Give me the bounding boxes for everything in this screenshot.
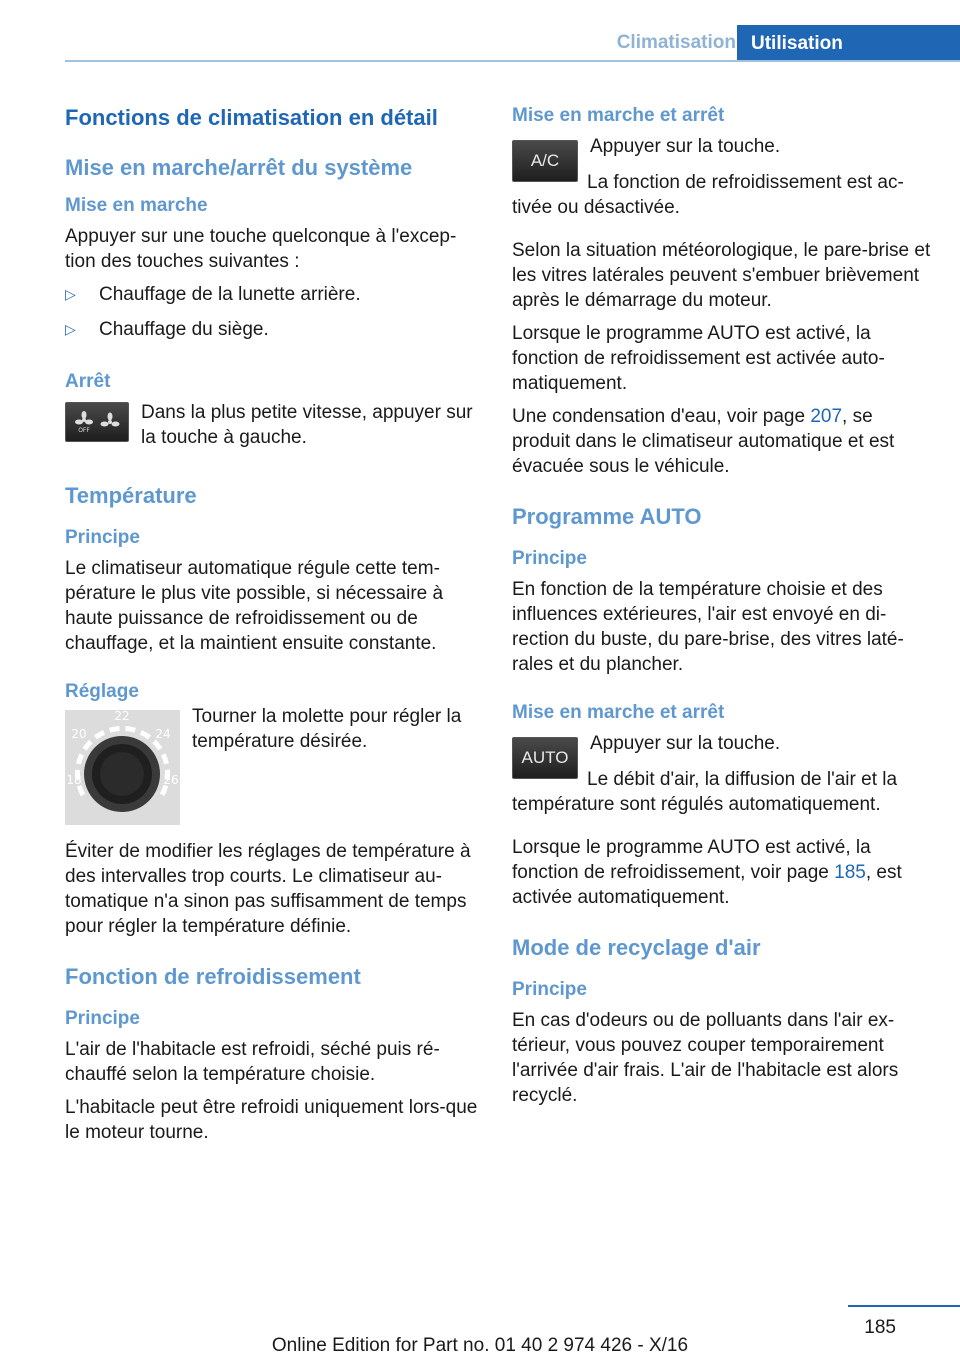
setting-title: Réglage: [65, 681, 139, 702]
cooling-text-1: L'air de l'habitacle est refroidi, séché puis ré-chauffé selon la température choisie.: [65, 1039, 440, 1085]
knob-icon: [65, 710, 180, 825]
start-title: Mise en marche: [65, 195, 208, 216]
page-number: 185: [864, 1317, 896, 1338]
auto-principle-title: Principe: [512, 548, 587, 569]
left-column: [65, 104, 480, 1153]
setting-note: Éviter de modifier les réglages de température à des intervalles trop courts. Le climatiseur au-tomatique n'a sinon pas suffisamment de temps pour régler la température définie.: [65, 841, 471, 937]
ac-text-2: La fonction de refroidissement est ac-tivée ou désactivée.: [512, 172, 904, 218]
header-rule: [65, 60, 960, 62]
fan-off-key-icon: [65, 402, 129, 442]
list-item: ▷ Chauffage de la lunette arrière.: [65, 282, 480, 307]
exception-list: [65, 282, 480, 342]
auto-cooling-text: Lorsque le programme AUTO est activé, la fonction de refroidissement est activée auto-matiquement.: [512, 323, 885, 394]
section-title: Fonctions de climatisation en détail: [65, 105, 438, 130]
ac-onoff-title: Mise en marche et arrêt: [512, 105, 725, 126]
ac-text-1: Appuyer sur la touche.: [590, 136, 781, 157]
principle-title: Principe: [65, 527, 140, 548]
header-chapter: Utilisation: [737, 25, 960, 62]
auto-key-text-2: Le débit d'air, la diffusion de l'air et la température sont régulés automatiquement.: [512, 769, 898, 815]
footer-rule: [848, 1305, 960, 1307]
setting-row: [65, 706, 480, 825]
temperature-text: Le climatiseur automatique régule cette tem-pérature le plus vite possible, si nécessaire à haute puissance de refroidissement ou de chauffage, et la maintient ensuite constante.: [65, 558, 444, 654]
stop-title: Arrêt: [65, 371, 111, 392]
weather-text: Selon la situation météorologique, le pare-brise et les vitres latérales peuvent s'embuer brièvement après le démarrage du moteur.: [512, 240, 931, 311]
recirculation-text: En cas d'odeurs ou de polluants dans l'air ex-térieur, vous pouvez couper temporairement l'arrivée d'air frais. L'air de l'habitacle est alors recyclé.: [512, 1010, 899, 1106]
start-text: Appuyer sur une touche quelconque à l'excep-tion des touches suivantes :: [65, 226, 457, 272]
header-section: Climatisation: [616, 32, 736, 53]
stop-keyrow: [65, 400, 480, 458]
cooling-principle-title: Principe: [65, 1008, 140, 1029]
page-link[interactable]: 185: [834, 862, 866, 883]
condensation-text: Une condensation d'eau, voir page 207, se produit dans le climatiseur automatique et est évacuée sous le véhicule.: [512, 406, 895, 477]
auto-key-text-1: Appuyer sur la touche.: [590, 733, 781, 754]
auto-program-title: Programme AUTO: [512, 504, 702, 529]
knob-label: 18: [66, 773, 82, 787]
onoff-title: Mise en marche/arrêt du système: [65, 155, 413, 180]
recirculation-title: Mode de recyclage d'air: [512, 935, 761, 960]
list-item: ▷ Chauffage du siège.: [65, 317, 480, 342]
fan-icon: [100, 412, 120, 432]
cooling-title: Fonction de refroidissement: [65, 964, 361, 989]
auto-cooling-ref-text: Lorsque le programme AUTO est activé, la fonction de refroidissement, voir page 185, est activée automatiquement.: [512, 837, 902, 908]
temperature-title: Température: [65, 483, 197, 508]
stop-text: Dans la plus petite vitesse, appuyer sur la touche à gauche.: [141, 402, 473, 448]
knob-label: 26: [163, 773, 179, 787]
knob-label: 24: [155, 727, 171, 741]
page-link[interactable]: 207: [810, 406, 843, 427]
ac-key-icon: A/C: [512, 140, 578, 182]
cooling-text-2: L'habitacle peut être refroidi uniquement lors-que le moteur tourne.: [65, 1097, 478, 1143]
setting-text: Tourner la molette pour régler la température désirée.: [192, 706, 462, 752]
recirculation-principle-title: Principe: [512, 979, 587, 1000]
auto-principle-text: En fonction de la température choisie et des influences extérieures, l'air est envoyé en di-rection du buste, du pare-brise, des vitres laté-rales et du plancher.: [512, 579, 904, 675]
knob-label: 22: [114, 710, 130, 723]
edition-footer: Online Edition for Part no. 01 40 2 974 426 - X/16: [271, 1335, 689, 1356]
right-column: [512, 104, 932, 1116]
fan-icon: [74, 411, 94, 433]
auto-key-icon: AUTO: [512, 737, 578, 779]
auto-onoff-title: Mise en marche et arrêt: [512, 702, 725, 723]
knob-label: 20: [71, 727, 87, 741]
off-key-label: OFF: [78, 427, 90, 433]
temperature-knob-image: [65, 710, 180, 825]
